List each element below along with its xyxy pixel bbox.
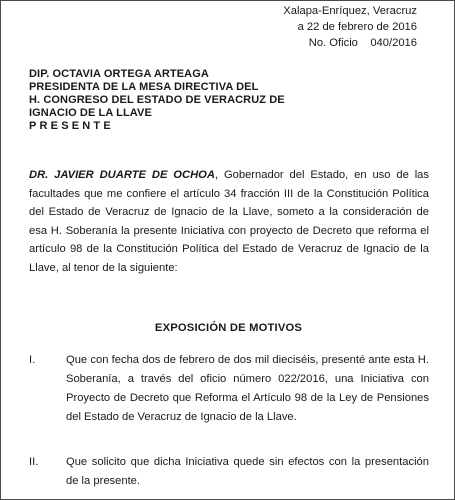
recipient-line: DIP. OCTAVIA ORTEGA ARTEAGA: [29, 68, 209, 80]
header-date: a 22 de febrero de 2016: [297, 21, 417, 33]
recipient-line: PRESIDENTA DE LA MESA DIRECTIVA DEL: [29, 81, 259, 93]
governor-name: DR. JAVIER DUARTE DE OCHOA: [29, 169, 215, 181]
recipient-line: H. CONGRESO DEL ESTADO DE VERACRUZ DE: [29, 94, 285, 106]
motive-text: Que con fecha dos de febrero de dos mil dieciséis, presenté ante esta H. Soberanía, a través del oficio número 022/2016, una Iniciativa con Proyecto de Decreto que Reforma el Artículo 98 de la Ley de Pensiones del Estado de Veracruz de Ignacio de la Llave.: [66, 354, 429, 423]
intro-paragraph: [29, 166, 429, 278]
intro-text: , Gobernador del Estado, en uso de las facultades que me confiere el artículo 34 fracción III de la Constitución Política del Estado de Veracruz de Ignacio de la Llave, someto a la consideración de esa H. Soberanía la presente Iniciativa con proyecto de Decreto que reforma el artículo 98 de la Constitución Política del Estado de Veracruz de Ignacio de la Llave, al tenor de la siguiente:: [29, 169, 429, 274]
letter-header: [283, 3, 417, 51]
motive-item: [29, 351, 429, 427]
recipient-line: IGNACIO DE LA LLAVE: [29, 107, 152, 119]
motive-number: I.: [29, 354, 36, 366]
motive-text: Que solicito que dicha Iniciativa quede sin efectos con la presentación de la presente.: [66, 456, 429, 487]
recipient-presente: PRESENTE: [29, 120, 114, 132]
motive-item: [29, 453, 429, 491]
header-oficio: No. Oficio 040/2016: [308, 37, 417, 49]
section-title: EXPOSICIÓN DE MOTIVOS: [154, 322, 303, 334]
header-city: Xalapa-Enríquez, Veracruz: [283, 5, 417, 17]
motive-number: II.: [29, 456, 39, 468]
recipient-block: [29, 68, 285, 133]
